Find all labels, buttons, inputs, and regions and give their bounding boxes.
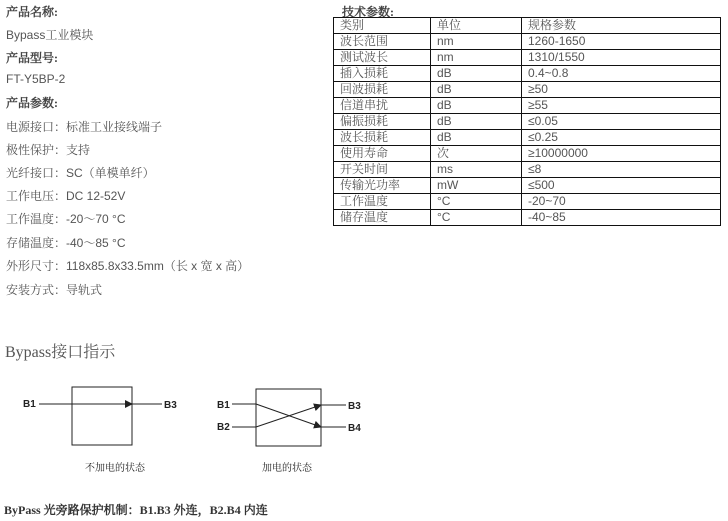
table-header-row xyxy=(334,18,721,34)
table-cell: 回波损耗 xyxy=(334,82,431,98)
table-cell: °C xyxy=(431,210,522,226)
port-label-b1: B1 xyxy=(23,399,36,410)
table-cell: dB xyxy=(431,130,522,146)
switch-box xyxy=(72,387,132,445)
param-line: 安装方式：导轨式 xyxy=(6,283,103,297)
param-line: 工作电压：DC 12-52V xyxy=(6,189,126,203)
table-row xyxy=(334,66,721,82)
param-line: 电源接口：标准工业接线端子 xyxy=(6,120,163,134)
table-cell: ≤500 xyxy=(522,178,721,194)
port-label-b2: B2 xyxy=(217,422,230,433)
table-cell: ≥10000000 xyxy=(522,146,721,162)
table-cell: 波长损耗 xyxy=(334,130,431,146)
table-cell: 使用寿命 xyxy=(334,146,431,162)
table-cell: 1260-1650 xyxy=(522,34,721,50)
port-label-b4: B4 xyxy=(348,423,361,434)
table-cell: ≤8 xyxy=(522,162,721,178)
param-line: 外形尺寸：118x85.8x33.5mm（长 x 宽 x 高） xyxy=(6,259,250,273)
table-cell: ≤0.05 xyxy=(522,114,721,130)
bypass-title: Bypass接口指示 xyxy=(5,344,116,361)
table-cell: -40~85 xyxy=(522,210,721,226)
table-row xyxy=(334,210,721,226)
param-line: 光纤接口：SC（单模单纤） xyxy=(6,166,155,180)
param-line: 工作温度：-20～70 °C xyxy=(6,212,126,226)
table-cell: dB xyxy=(431,114,522,130)
product-name-value: Bypass工业模块 xyxy=(6,28,94,42)
table-cell: 波长范围 xyxy=(334,34,431,50)
table-cell: dB xyxy=(431,98,522,114)
table-row xyxy=(334,98,721,114)
table-cell: 测试波长 xyxy=(334,50,431,66)
table-cell: mW xyxy=(431,178,522,194)
table-row xyxy=(334,130,721,146)
header-cell: 单位 xyxy=(431,18,522,34)
table-row xyxy=(334,34,721,50)
product-model-value: FT-Y5BP-2 xyxy=(6,72,66,86)
spec-table xyxy=(333,17,721,226)
switch-box xyxy=(256,389,321,446)
table-cell: ≥50 xyxy=(522,82,721,98)
table-row xyxy=(334,82,721,98)
table-cell: ≤0.25 xyxy=(522,130,721,146)
table-cell: 次 xyxy=(431,146,522,162)
table-cell: 1310/1550 xyxy=(522,50,721,66)
port-label-b1: B1 xyxy=(217,400,230,411)
unpowered-diagram xyxy=(23,387,177,474)
table-row xyxy=(334,50,721,66)
table-cell: 偏振损耗 xyxy=(334,114,431,130)
product-params-label: 产品参数: xyxy=(6,96,58,110)
table-cell: nm xyxy=(431,50,522,66)
table-row xyxy=(334,162,721,178)
table-cell: -20~70 xyxy=(522,194,721,210)
product-name-label: 产品名称: xyxy=(6,5,58,19)
table-row xyxy=(334,194,721,210)
powered-diagram xyxy=(217,389,361,474)
port-label-b3: B3 xyxy=(348,401,361,412)
header-cell: 类别 xyxy=(334,18,431,34)
table-cell: ms xyxy=(431,162,522,178)
param-line: 存储温度：-40～85 °C xyxy=(6,236,126,250)
table-cell: 储存温度 xyxy=(334,210,431,226)
bypass-footer: ByPass 光旁路保护机制：B1.B3 外连，B2.B4 内连 xyxy=(4,503,268,517)
table-cell: ≥55 xyxy=(522,98,721,114)
powered-caption: 加电的状态 xyxy=(262,463,312,474)
table-cell: dB xyxy=(431,82,522,98)
table-row xyxy=(334,146,721,162)
port-label-b3: B3 xyxy=(164,400,177,411)
table-cell: 0.4~0.8 xyxy=(522,66,721,82)
tech-title: 技术参数: xyxy=(342,5,394,19)
param-line: 极性保护：支持 xyxy=(6,143,91,157)
table-cell: 工作温度 xyxy=(334,194,431,210)
table-cell: °C xyxy=(431,194,522,210)
bypass-diagram xyxy=(0,378,420,478)
table-cell: 传输光功率 xyxy=(334,178,431,194)
table-cell: 信道串扰 xyxy=(334,98,431,114)
table-row xyxy=(334,178,721,194)
table-cell: 开关时间 xyxy=(334,162,431,178)
unpowered-caption: 不加电的状态 xyxy=(85,463,145,474)
table-cell: 插入损耗 xyxy=(334,66,431,82)
table-cell: dB xyxy=(431,66,522,82)
header-cell: 规格参数 xyxy=(522,18,721,34)
table-row xyxy=(334,114,721,130)
table-cell: nm xyxy=(431,34,522,50)
product-model-label: 产品型号: xyxy=(6,51,58,65)
